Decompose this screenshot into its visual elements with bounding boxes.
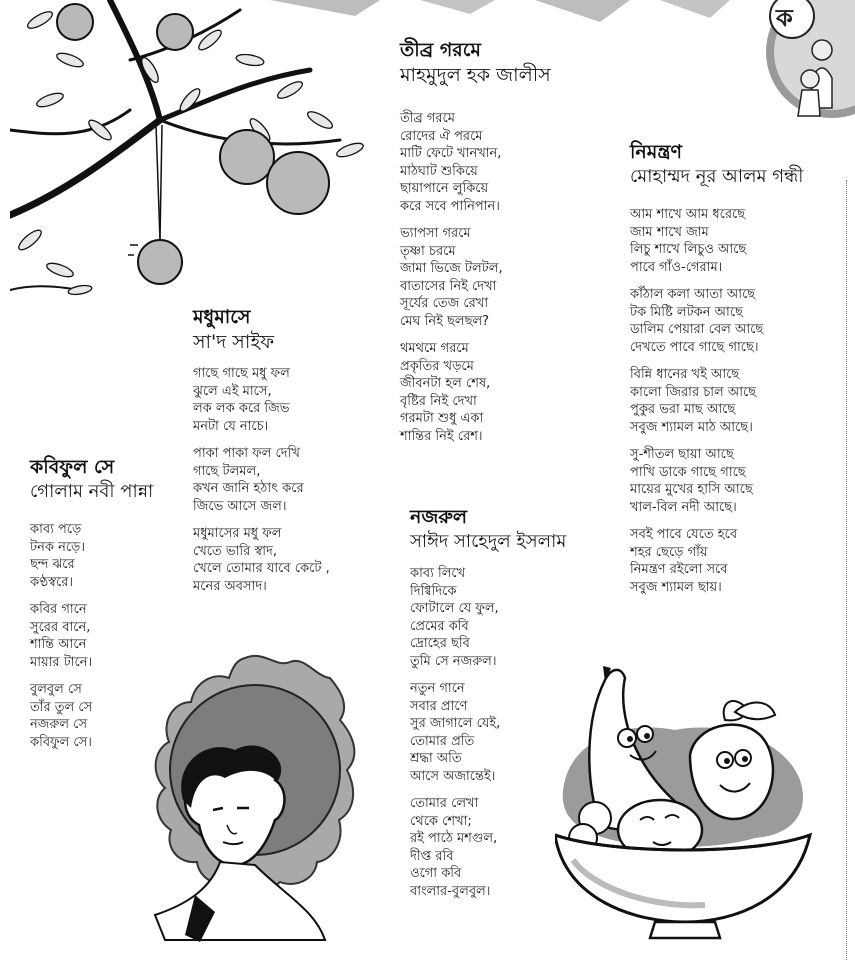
verse-line: সুর জাগালে যেই, xyxy=(410,716,501,731)
verse-line: জীবনটা হল শেষ, xyxy=(400,376,491,391)
verse-line: খেলে তোমার যাবে কেটে , xyxy=(193,561,330,576)
verse-line: শ্রদ্ধা অতি xyxy=(410,751,462,766)
stanza xyxy=(630,446,840,516)
poem-author: গোলাম নবী পান্না xyxy=(30,481,154,502)
verse-line: তীব্র গরমে xyxy=(400,111,455,126)
verse-line: লক লক করে জিভ xyxy=(193,401,290,416)
verse-line: মধুমাসের মধু ফল xyxy=(193,526,282,541)
verse-line: লিচু শাখে লিচুও আছে xyxy=(630,242,747,257)
verse-line: শান্তির নিই রেশ। xyxy=(400,428,483,444)
verse-line: তোমার প্রতি xyxy=(410,733,475,749)
verse-line: বুলবুল সে xyxy=(30,682,82,697)
stanza xyxy=(630,526,840,596)
verse-line: ভ্যাপসা গরমে xyxy=(400,226,471,241)
verse-line: ওগো কবি xyxy=(410,866,462,881)
verse-line: টক মিষ্টি লটকন আছে xyxy=(630,304,743,320)
verse-line: তুমি সে নজরুল। xyxy=(410,653,497,669)
verse-line: তৃষ্ণা চরমে xyxy=(400,243,456,259)
verse-line: বাংলার-বুলবুল। xyxy=(410,883,491,899)
verse-line: রই পাঠে মশগুল, xyxy=(410,831,498,846)
verse-line: গরমটা শুধু একা xyxy=(400,411,484,426)
verse-line: মায়ার টানে। xyxy=(30,654,93,670)
verse-line: গাছে গাছে মধু ফল xyxy=(193,366,290,381)
column-divider xyxy=(846,180,847,960)
verse-line: মায়ের মুখের হাসি আছে xyxy=(630,482,753,497)
verse-line: প্রেমের কবি xyxy=(410,618,469,634)
verse-line: খাল-বিল নদী আছে। xyxy=(630,499,737,515)
section-badge xyxy=(760,0,855,128)
stanza xyxy=(410,565,630,670)
stanza xyxy=(400,340,630,445)
verse-line: জাম শাখে জাম xyxy=(630,224,709,240)
verse-line: দ্রোহের ছবি xyxy=(410,636,470,651)
stanza xyxy=(193,445,393,515)
verse-line: থেকে শেখা; xyxy=(410,813,472,829)
verse-line: আসে অজান্তেই। xyxy=(410,768,496,784)
poem-tibro-gorome xyxy=(400,38,630,445)
verse-line: সু-শীতল ছায়া আছে xyxy=(630,447,734,462)
nazrul-portrait-illustration xyxy=(125,650,365,945)
poem-title: তীব্র গরমে xyxy=(400,39,481,61)
verse-line: কাব্য পড়ে xyxy=(30,522,82,537)
verse-line: কবিফুল সে। xyxy=(30,734,92,750)
verse-line: আম শাখে আম ধরেছে xyxy=(630,207,746,222)
poem-title: মধুমাসে xyxy=(193,306,251,328)
stanza xyxy=(630,366,840,436)
verse-line: পাখি ডাকে গাছে গাছে xyxy=(630,464,746,480)
verse-line: মনের অবসাদ। xyxy=(193,578,267,594)
poem-title: নিমন্ত্রণ xyxy=(630,141,683,163)
verse-line: দীপ্ত রবি xyxy=(410,848,454,864)
poem-author: সাঈদ সাহেদুল ইসলাম xyxy=(410,531,567,552)
poem-author: মাহমুদুল হক জালীস xyxy=(400,64,551,86)
verse-line: ঝুলে এই মাসে, xyxy=(193,383,272,399)
stanza xyxy=(193,525,393,595)
verse-line: ডালিম পেয়ারা বেল আছে xyxy=(630,322,764,337)
verse-line: কখন জানি হঠাৎ করে xyxy=(193,481,304,496)
apple-tree-illustration xyxy=(10,0,370,310)
verse-line: কণ্ঠস্বরে। xyxy=(30,574,74,590)
poem-title: কবিফুল সে xyxy=(30,456,115,478)
verse-line: কালো জিরার চাল আছে xyxy=(630,384,757,400)
stanza xyxy=(193,365,393,435)
verse-line: মাটি ফেটে খানখান, xyxy=(400,146,502,161)
verse-line: সবুজ শ্যামল মাঠ আছে। xyxy=(630,419,753,435)
poem-title: নজরুল xyxy=(410,506,468,528)
verse-line: থমথমে গরমে xyxy=(400,341,469,356)
verse-line: বৃষ্টির নিই দেখা xyxy=(400,393,477,409)
verse-line: কবির গানে xyxy=(30,602,87,617)
verse-line: সবুজ শ্যামল ছায়। xyxy=(630,579,722,595)
verse-line: রোদের ঐ পরমে xyxy=(400,128,483,144)
verse-line: নজরুল সে xyxy=(30,717,88,732)
verse-line: সূর্যের তেজ রেখা xyxy=(400,296,489,311)
verse-line: নতুন গানে xyxy=(410,681,465,696)
verse-line: খেতে ভারি স্বাদ, xyxy=(193,543,278,559)
verse-line: সবার প্রাণে xyxy=(410,698,468,714)
verse-line: বাতাসের নিই দেখা xyxy=(400,278,497,294)
verse-line: মাঠঘাট শুকিয়ে xyxy=(400,163,478,179)
verse-line: তোমার লেখা xyxy=(410,796,479,811)
verse-line: বিন্নি ধানের খই আছে xyxy=(630,367,740,382)
verse-line: টনক নড়ে। xyxy=(30,539,85,555)
verse-line: মনটা যে নাচে। xyxy=(193,418,269,434)
verse-line: শহর ছেড়ে গাঁয় xyxy=(630,544,708,560)
verse-line: মেঘ নিই ছলছল? xyxy=(400,313,490,329)
verse-line: শান্তি আনে xyxy=(30,637,87,652)
verse-line: ছন্দ ঝরে xyxy=(30,557,75,572)
verse-line: ফোটালে যে ফুল, xyxy=(410,601,499,616)
verse-line: সুরের বানে, xyxy=(30,619,91,635)
stanza xyxy=(400,225,630,330)
verse-line: প্রকৃতির খড়মে xyxy=(400,358,474,374)
verse-line: গাছে টলমল, xyxy=(193,463,261,479)
stanza xyxy=(30,521,190,591)
verse-line: নিমন্ত্রণ রইলো সবে xyxy=(630,562,728,577)
fruit-bowl-illustration xyxy=(555,660,815,945)
stanza xyxy=(630,206,840,276)
verse-line: জিভে আসে জল। xyxy=(193,498,287,514)
stanza xyxy=(630,286,840,356)
verse-line: ছায়াপানে লুকিয়ে xyxy=(400,181,489,196)
verse-line: কাব্য লিখে xyxy=(410,566,466,581)
poem-author: মোহাম্মদ নূর আলম গন্ধী xyxy=(630,166,804,187)
poem-modhumase xyxy=(193,305,393,595)
verse-line: দেখতে পাবে গাছে গাছে। xyxy=(630,339,759,355)
poem-nimontron xyxy=(630,140,840,596)
verse-line: পাবে গাঁও-গেরাম। xyxy=(630,259,723,275)
verse-line: পাকা পাকা ফল দেখি xyxy=(193,446,300,461)
stanza xyxy=(400,110,630,215)
verse-line: দিগ্বিদিকে xyxy=(410,583,457,599)
verse-line: কাঁঠাল কলা আতা আছে xyxy=(630,287,756,302)
verse-line: তাঁর তুল সে xyxy=(30,699,93,715)
verse-line: করে সবে পানিপান। xyxy=(400,198,500,214)
verse-line: সবই পাবে যেতে হবে xyxy=(630,527,738,542)
badge-letter: ক xyxy=(776,4,793,32)
verse-line: পুকুর ভরা মাছ আছে xyxy=(630,402,736,417)
poem-author: সা'দ সাইফ xyxy=(193,331,275,353)
verse-line: জামা ভিজে টলটল, xyxy=(400,261,503,276)
